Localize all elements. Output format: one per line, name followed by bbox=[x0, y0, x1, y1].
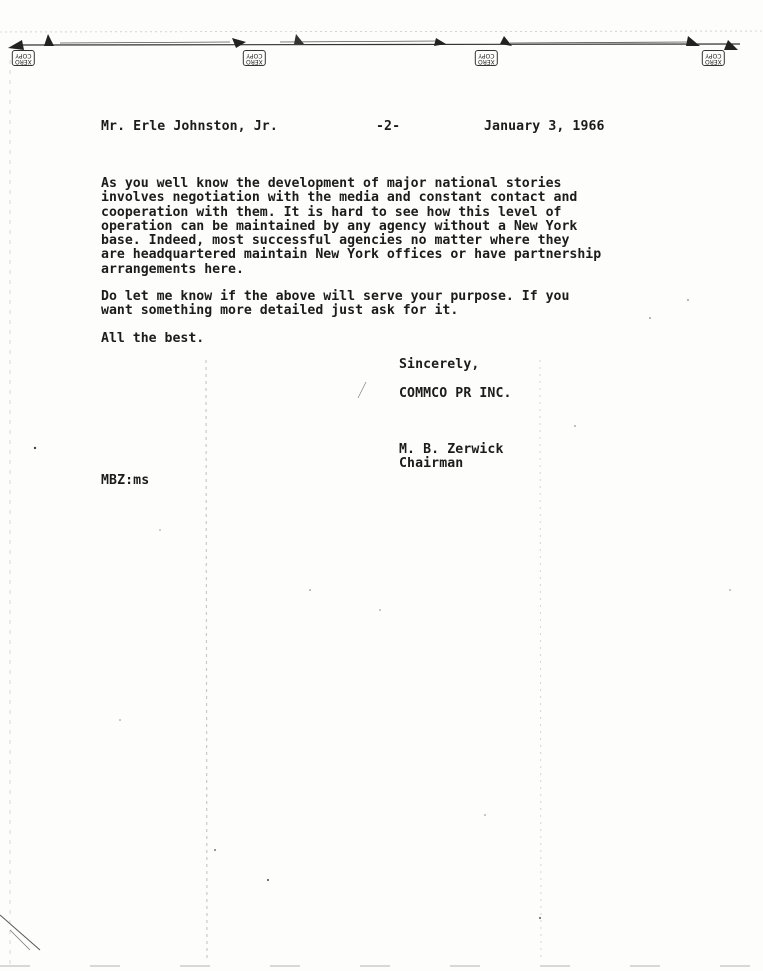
signature-name: M. B. Zerwick bbox=[399, 442, 504, 457]
paragraph-line: operation can be maintained by any agency without a New York bbox=[101, 218, 578, 234]
paragraph-line: As you well know the development of major national stories bbox=[101, 176, 562, 191]
paragraph-line: want something more detailed just ask for it. bbox=[101, 303, 459, 319]
paragraph-line: All the best. bbox=[101, 331, 205, 346]
recipient-name: Mr. Erle Johnston, Jr. bbox=[101, 119, 278, 134]
stamp-label-line1: XERO bbox=[478, 58, 495, 65]
stamp-label-line2: COPY bbox=[15, 52, 32, 59]
reference-initials: MBZ:ms bbox=[101, 473, 150, 488]
letter-date: January 3, 1966 bbox=[484, 119, 605, 134]
paragraph-line: Do let me know if the above will serve your purpose. If you bbox=[101, 289, 570, 304]
stamp-label-line2: COPY bbox=[246, 52, 263, 59]
stamp-label-line1: XERO bbox=[705, 58, 722, 65]
stamp-label-line1: XERO bbox=[246, 58, 263, 65]
signature-title: Chairman bbox=[399, 456, 464, 471]
signature-company: COMMCO PR INC. bbox=[399, 386, 512, 401]
stamp-label-line2: COPY bbox=[478, 52, 495, 59]
paragraph-line: base. Indeed, most successful agencies no matter where they bbox=[101, 233, 570, 249]
paragraph-line: are headquartered maintain New York offices or have partnership bbox=[101, 247, 602, 263]
signature-closing: Sincerely, bbox=[399, 357, 480, 372]
paragraph-line: involves negotiation with the media and constant contact and bbox=[101, 190, 578, 206]
paragraph-line: arrangements here. bbox=[101, 261, 244, 277]
stamp-label-line1: XERO bbox=[15, 58, 32, 65]
page-number: -2- bbox=[376, 119, 401, 134]
stamp-label-line2: COPY bbox=[705, 52, 722, 59]
paragraph-line: cooperation with them. It is hard to see how this level of bbox=[101, 204, 562, 220]
